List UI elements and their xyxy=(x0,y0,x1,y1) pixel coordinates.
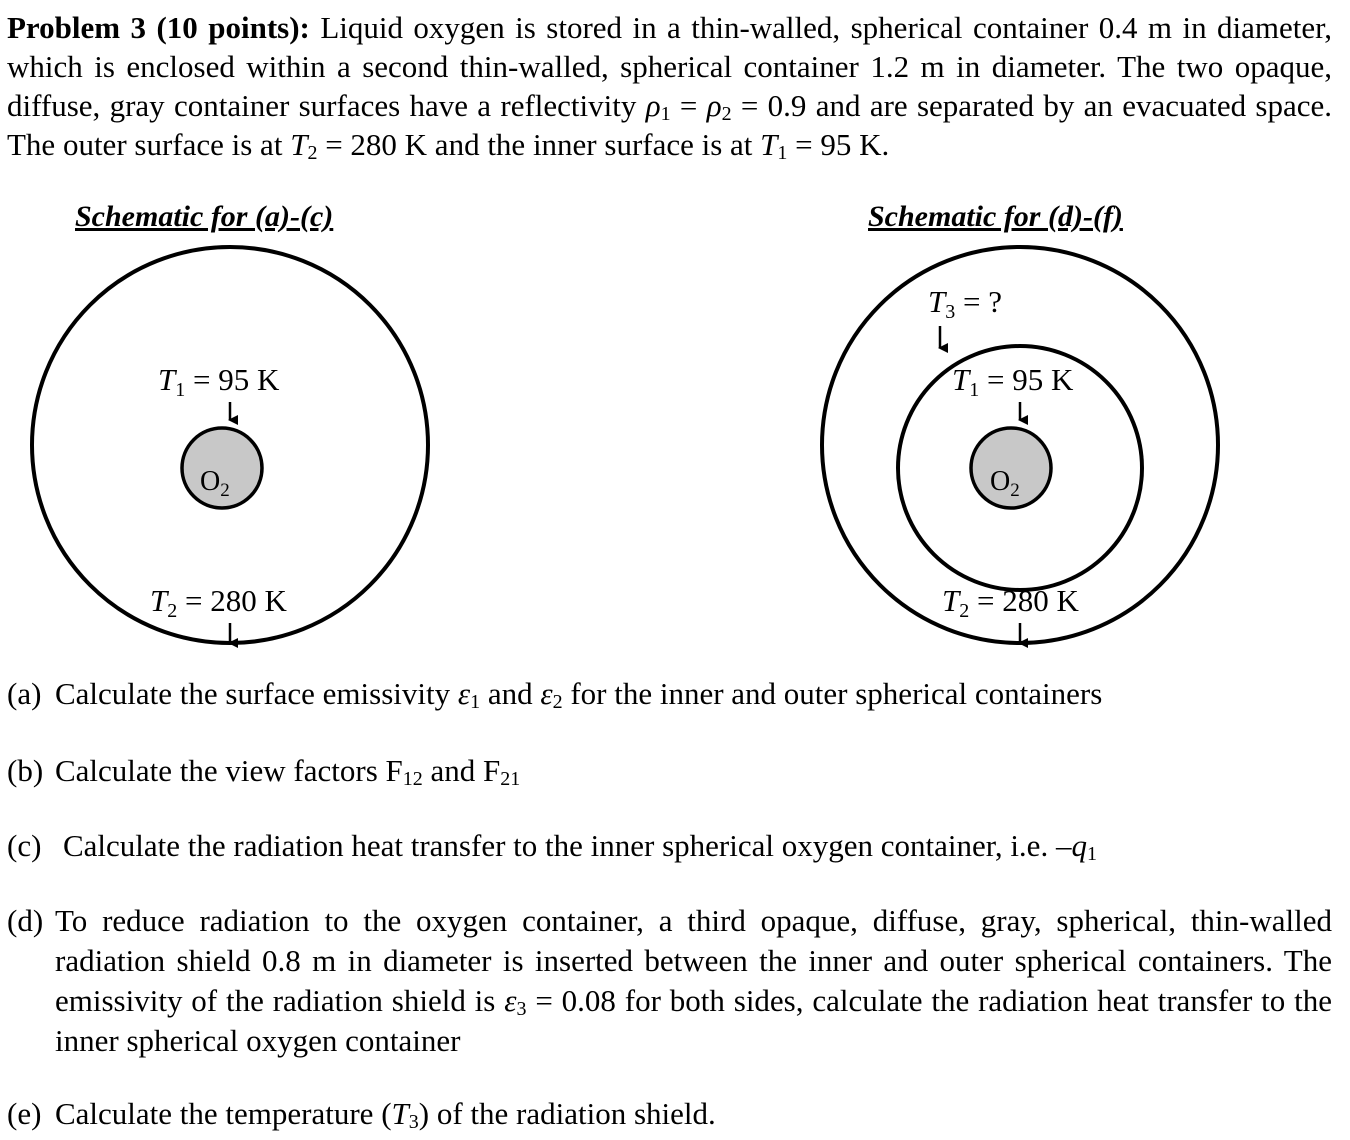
o2-label-left: $O_2$ xyxy=(200,466,230,501)
question-c: (c) Calculate the radiation heat transfer to the inner spherical oxygen container, i.e. $-q_1$ xyxy=(7,828,1097,865)
t2-label-left: T2 = 280 K xyxy=(150,583,287,622)
question-e: (e) Calculate the temperature $(T_3)$ of the radiation shield. xyxy=(7,1096,716,1133)
question-a: (a) Calculate the surface emissivity $\varepsilon_1$ and $\varepsilon_2$ for the inner and outer spherical containers xyxy=(7,676,1103,713)
schematic-title-left: Schematic for (a)-(c) xyxy=(75,200,334,233)
t2-label-right: T2 = 280 K xyxy=(942,583,1079,622)
problem-heading: Problem 3 (10 points): xyxy=(7,10,310,45)
question-d: (d) To reduce radiation to the oxygen container, a third opaque, diffuse, gray, spherical, thin-walled radiation shield 0.8 m in diameter is inserted between the inner and outer spherical containers. The emissivity of the radiation shield is $\varepsilon_3 = 0.08$ for both sides, calculate the radiation heat transfer to the inner spherical oxygen container xyxy=(7,903,1332,1058)
question-b: (b) Calculate the view factors $F_{12}$ and $F_{21}$ xyxy=(7,753,521,790)
schematic-left xyxy=(32,247,428,643)
problem-statement: Problem 3 (10 points): Liquid oxygen is stored in a thin-walled, spherical container 0.4 m in diameter, which is enclosed within a second thin-walled, spherical container 1.2 m in diameter. The two opaque, diffuse, gray container surfaces have a reflectivity $\rho_1 = \rho_2 = 0.9$ and are separated by an evacuated space. The outer surface is at $T_2 = 280$ K and the inner surface is at $T_1 = 95$ K. xyxy=(7,10,1333,164)
schematic-right xyxy=(822,247,1218,643)
t3-label: T3 = ? xyxy=(928,284,1002,323)
o2-label-right: $O_2$ xyxy=(990,466,1020,501)
schematic-title-right: Schematic for (d)-(f) xyxy=(868,200,1123,233)
t1-label-right: T1 = 95 K xyxy=(952,362,1074,401)
t1-label-left: T1 = 95 K xyxy=(158,362,280,401)
